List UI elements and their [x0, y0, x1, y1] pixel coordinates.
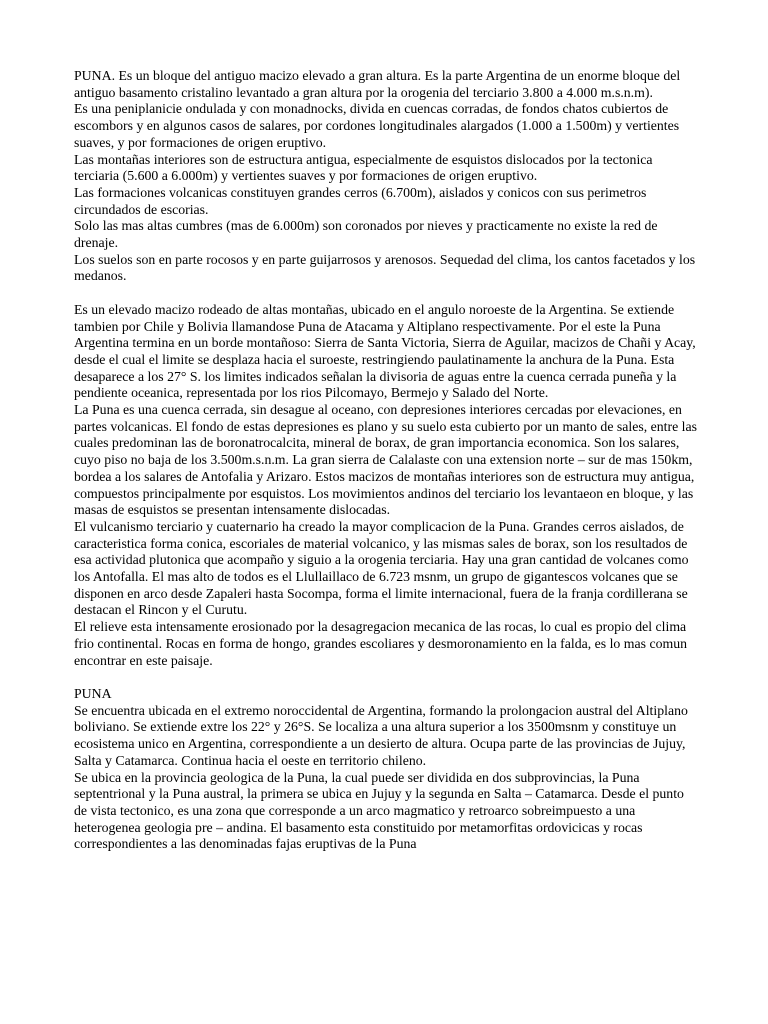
section-3 — [74, 686, 698, 853]
paragraph: Es una peniplanicie ondulada y con monadnocks, divida en cuencas corradas, de fondos chatos cubiertos de escombors y en algunos casos de salares, por cordones longitudinales alargados (1.000 a 1.500m) y vertientes suaves, y por formaciones de origen eruptivo. — [74, 101, 680, 150]
section-2 — [74, 302, 698, 669]
paragraph: Solo las mas altas cumbres (mas de 6.000m) son coronados por nieves y practicamente no existe la red de drenaje. — [74, 218, 658, 251]
paragraph: Se ubica en la provincia geologica de la Puna, la cual puede ser dividida en dos subprovincias, la Puna septentrional y la Puna austral, la primera se ubica en Jujuy y la segunda en Salta – Catamarca. Desde el punto de vista tectonico, es una zona que corresponde a un arco magmatico y retroarco sobreimpuesto a una heterogenea geologia pre – andina. El basamento esta constituido por metamorfitas ordovicicas y rocas correspondientes a las denominadas fajas eruptivas de la Puna — [74, 769, 684, 852]
paragraph: El relieve esta intensamente erosionado por la desagregacion mecanica de las rocas, lo cual es propio del clima frio continental. Rocas en forma de hongo, grandes escoliares y desmoronamiento en la falda, es lo mas comun encontrar en este paisaje. — [74, 619, 688, 668]
paragraph: Las formaciones volcanicas constituyen grandes cerros (6.700m), aislados y conicos con sus perimetros circundados de escorias. — [74, 184, 647, 217]
paragraph: PUNA. Es un bloque del antiguo macizo elevado a gran altura. Es la parte Argentina de un enorme bloque del antiguo basamento cristalino levantado a gran altura por la orogenia del terciario 3.800 a 4.000 m.s.n.m). — [74, 68, 681, 100]
paragraph: El vulcanismo terciario y cuaternario ha creado la mayor complicacion de la Puna. Grandes cerros aislados, de caracteristica forma conica, escoriales de material volcanico, y las mismas sales de borax, son los resultados de esa actividad plutonica que acompaño y siguio a la orogenia terciaria. Hay una gran cantidad de volcanes como los Antofalla. El mas alto de todos es el Llullaillaco de 6.723 msnm, un grupo de gigantescos volcanes que se disponen en arco desde Zapaleri hasta Socompa, forma el limite internacional, fuera de la franja cordillerana se destacan el Rincon y el Curutu. — [74, 518, 689, 618]
paragraph: Los suelos son en parte rocosos y en parte guijarrosos y arenosos. Sequedad del clima, los cantos facetados y los medanos. — [74, 251, 696, 284]
blank-line — [74, 285, 698, 302]
document-page — [74, 68, 698, 853]
paragraph: Se encuentra ubicada en el extremo noroccidental de Argentina, formando la prolongacion austral del Altiplano boliviano. Se extiende extre los 22° y 26°S. Se localiza a una altura superior a los 3500msnm y constituye un ecosistema unico en Argentina, correspondiente a un desierto de altura. Ocupa parte de las provincias de Jujuy, Salta y Catamarca. Continua hacia el oeste en territorio chileno. — [74, 702, 688, 768]
paragraph: Es un elevado macizo rodeado de altas montañas, ubicado en el angulo noroeste de la Argentina. Se extiende tambien por Chile y Bolivia llamandose Puna de Atacama y Altiplano respectivamente. Por el este la Puna Argentina termina en un borde montañoso: Sierra de Santa Victoria, Sierra de Aguilar, macizos de Chañi y Acay, desde el cual el limite se desplaza hacia el suroeste, restringiendo paulatinamente la anchura de la Puna. Esta desaparece a los 27° S. los limites indicados señalan la divisoria de aguas entre la cuenca cerrada puneña y la pendiente oceanica, representada por los rios Pilcomayo, Bermejo y Salado del Norte. — [74, 301, 696, 401]
section-heading: PUNA — [74, 685, 112, 701]
paragraph: La Puna es una cuenca cerrada, sin desague al oceano, con depresiones interiores cercadas por elevaciones, en partes volcanicas. El fondo de estas depresiones es plano y su suelo esta cubierto por un manto de sales, entre las cuales predominan las de boronatrocalcita, mineral de borax, de gran importancia economica. Son los salares, cuyo piso no baja de los 3.500m.s.n.m. La gran sierra de Calalaste con una extension norte – sur de mas 150km, bordea a los salares de Antofalia y Arizaro. Estos macizos de montañas interiores son de estructura muy antigua, compuestos principalmente por esquistos. Los movimientos andinos del terciario los levantaeon en bloque, y las masas de esquistos se presentan intensamente dislocadas. — [74, 402, 697, 518]
section-1 — [74, 68, 698, 285]
blank-line — [74, 669, 698, 686]
paragraph: Las montañas interiores son de estructura antigua, especialmente de esquistos dislocados por la tectonica terciaria (5.600 a 6.000m) y vertientes suaves y por formaciones de origen eruptivo. — [74, 151, 653, 184]
